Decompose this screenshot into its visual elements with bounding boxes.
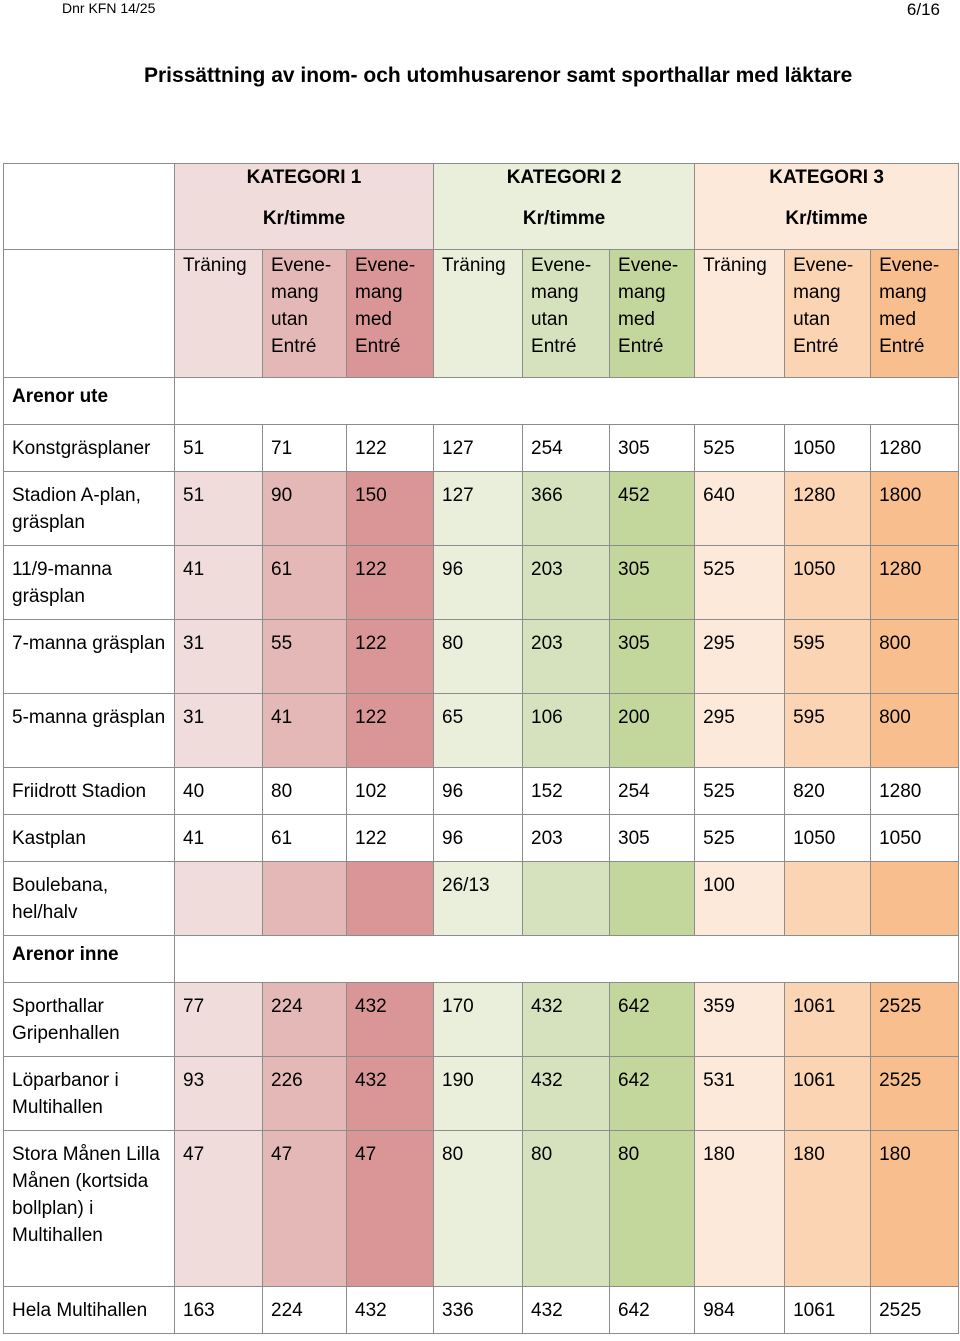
- price-cell: 224: [263, 1287, 347, 1334]
- price-cell: 432: [347, 1057, 434, 1131]
- price-cell: 595: [785, 694, 871, 768]
- price-cell: 51: [175, 472, 263, 546]
- price-cell: 224: [263, 983, 347, 1057]
- price-cell: 180: [785, 1131, 871, 1287]
- price-cell: [610, 862, 695, 936]
- row-label: Hela Multihallen: [4, 1287, 175, 1334]
- price-cell: 51: [175, 425, 263, 472]
- category-2-unit: Kr/timme: [522, 208, 606, 229]
- subheader-cat3-event-without-entry: Evene- mang utan Entré: [785, 250, 871, 378]
- table-row: [4, 862, 959, 936]
- price-cell: 203: [523, 815, 610, 862]
- price-cell: 2525: [871, 1287, 959, 1334]
- price-cell: 1050: [871, 815, 959, 862]
- price-cell: 1280: [871, 546, 959, 620]
- subheader-cat1-event-without-entry: Evene- mang utan Entré: [263, 250, 347, 378]
- row-label: 11/9-manna gräsplan: [4, 546, 175, 620]
- price-cell: 100: [695, 862, 785, 936]
- table-row: [4, 1287, 959, 1334]
- price-cell: 1280: [871, 768, 959, 815]
- subheader-corner-cell: [4, 250, 175, 378]
- price-cell: 180: [695, 1131, 785, 1287]
- price-cell: 80: [434, 620, 523, 694]
- price-cell: 65: [434, 694, 523, 768]
- section-arenor-ute: Arenor ute: [4, 378, 175, 425]
- table-row: [4, 694, 959, 768]
- price-cell: 640: [695, 472, 785, 546]
- price-cell: 305: [610, 425, 695, 472]
- category-2-name: KATEGORI 2: [506, 167, 622, 188]
- price-cell: 800: [871, 620, 959, 694]
- subheader-cat2-training: Träning: [434, 250, 523, 378]
- price-cell: 80: [263, 768, 347, 815]
- row-label: Stadion A-plan, gräsplan: [4, 472, 175, 546]
- table-row: [4, 815, 959, 862]
- price-cell: 432: [347, 983, 434, 1057]
- price-cell: [523, 862, 610, 936]
- price-cell: 1061: [785, 1057, 871, 1131]
- table-row: [4, 983, 959, 1057]
- price-cell: 525: [695, 815, 785, 862]
- page-number: 6/16: [906, 0, 940, 19]
- price-cell: 642: [610, 983, 695, 1057]
- subheader-cat3-training: Träning: [695, 250, 785, 378]
- subheader-cat2-event-without-entry: Evene- mang utan Entré: [523, 250, 610, 378]
- subheader-cat1-training: Träning: [175, 250, 263, 378]
- price-cell: 820: [785, 768, 871, 815]
- document-id: Dnr KFN 14/25: [62, 0, 156, 16]
- price-cell: 26/13: [434, 862, 523, 936]
- category-header-row: [4, 164, 959, 250]
- price-cell: 31: [175, 620, 263, 694]
- price-cell: 122: [347, 425, 434, 472]
- price-cell: 1050: [785, 546, 871, 620]
- section-arenor-inne-blank: [175, 936, 959, 983]
- section-arenor-ute-row: [4, 378, 959, 425]
- price-cell: 106: [523, 694, 610, 768]
- price-cell: 80: [610, 1131, 695, 1287]
- subheader-cat2-event-with-entry: Evene- mang med Entré: [610, 250, 695, 378]
- row-label: Sporthallar Gripenhallen: [4, 983, 175, 1057]
- table-row: [4, 546, 959, 620]
- price-cell: 305: [610, 546, 695, 620]
- price-cell: [871, 862, 959, 936]
- price-cell: 432: [523, 1057, 610, 1131]
- category-1-header: [175, 164, 434, 250]
- price-cell: 595: [785, 620, 871, 694]
- price-cell: 77: [175, 983, 263, 1057]
- price-cell: 190: [434, 1057, 523, 1131]
- price-cell: 40: [175, 768, 263, 815]
- price-cell: 122: [347, 694, 434, 768]
- price-cell: 127: [434, 472, 523, 546]
- section-arenor-inne: Arenor inne: [4, 936, 175, 983]
- price-cell: 203: [523, 620, 610, 694]
- price-cell: 1050: [785, 425, 871, 472]
- price-cell: 47: [263, 1131, 347, 1287]
- price-cell: 152: [523, 768, 610, 815]
- price-cell: 800: [871, 694, 959, 768]
- table-row: [4, 1057, 959, 1131]
- price-cell: 41: [263, 694, 347, 768]
- price-cell: 96: [434, 815, 523, 862]
- price-cell: 170: [434, 983, 523, 1057]
- table-row: [4, 472, 959, 546]
- price-cell: 71: [263, 425, 347, 472]
- section-arenor-ute-blank: [175, 378, 959, 425]
- row-label: Löparbanor i Multihallen: [4, 1057, 175, 1131]
- category-3-name: KATEGORI 3: [769, 167, 884, 188]
- price-cell: 102: [347, 768, 434, 815]
- price-cell: 1050: [785, 815, 871, 862]
- table-row: [4, 1131, 959, 1287]
- price-cell: 93: [175, 1057, 263, 1131]
- price-cell: 80: [434, 1131, 523, 1287]
- price-cell: 1061: [785, 1287, 871, 1334]
- price-cell: 432: [523, 983, 610, 1057]
- price-cell: [785, 862, 871, 936]
- row-label: 7-manna gräsplan: [4, 620, 175, 694]
- category-1-unit: Kr/timme: [262, 208, 346, 229]
- price-cell: 1800: [871, 472, 959, 546]
- category-2-header: [434, 164, 695, 250]
- price-cell: 80: [523, 1131, 610, 1287]
- price-cell: 254: [610, 768, 695, 815]
- category-3-unit: Kr/timme: [785, 208, 868, 229]
- price-cell: 122: [347, 546, 434, 620]
- price-cell: 150: [347, 472, 434, 546]
- section-arenor-inne-row: [4, 936, 959, 983]
- price-cell: 432: [523, 1287, 610, 1334]
- price-cell: 47: [175, 1131, 263, 1287]
- corner-cell: [4, 164, 175, 250]
- price-cell: 1280: [785, 472, 871, 546]
- price-cell: 90: [263, 472, 347, 546]
- page-title: Prissättning av inom- och utomhusarenor samt sporthallar med läktare: [144, 64, 853, 87]
- price-cell: 305: [610, 620, 695, 694]
- row-label: Friidrott Stadion: [4, 768, 175, 815]
- price-cell: 122: [347, 620, 434, 694]
- price-cell: 163: [175, 1287, 263, 1334]
- subheader-cat1-event-with-entry: Evene- mang med Entré: [347, 250, 434, 378]
- category-1-name: KATEGORI 1: [246, 167, 362, 188]
- price-cell: 1061: [785, 983, 871, 1057]
- price-cell: 47: [347, 1131, 434, 1287]
- price-cell: 531: [695, 1057, 785, 1131]
- row-label: Stora Månen Lilla Månen (kortsida bollplan) i Multihallen: [4, 1131, 175, 1287]
- price-cell: 642: [610, 1287, 695, 1334]
- price-cell: 96: [434, 546, 523, 620]
- table-row: [4, 425, 959, 472]
- price-cell: 525: [695, 425, 785, 472]
- price-cell: [175, 862, 263, 936]
- row-label: 5-manna gräsplan: [4, 694, 175, 768]
- price-cell: 1280: [871, 425, 959, 472]
- price-cell: 305: [610, 815, 695, 862]
- price-cell: 96: [434, 768, 523, 815]
- price-table-body: [4, 164, 959, 1334]
- price-table: [3, 163, 959, 1334]
- price-cell: [263, 862, 347, 936]
- price-cell: 180: [871, 1131, 959, 1287]
- price-cell: 525: [695, 546, 785, 620]
- price-cell: 295: [695, 620, 785, 694]
- table-row: [4, 768, 959, 815]
- price-cell: 31: [175, 694, 263, 768]
- price-cell: 41: [175, 815, 263, 862]
- row-label: Konstgräsplaner: [4, 425, 175, 472]
- price-cell: [347, 862, 434, 936]
- price-cell: 366: [523, 472, 610, 546]
- price-cell: 336: [434, 1287, 523, 1334]
- category-3-header: [695, 164, 959, 250]
- price-cell: 2525: [871, 983, 959, 1057]
- price-cell: 525: [695, 768, 785, 815]
- price-cell: 359: [695, 983, 785, 1057]
- price-cell: 203: [523, 546, 610, 620]
- price-cell: 122: [347, 815, 434, 862]
- row-label: Kastplan: [4, 815, 175, 862]
- price-cell: 55: [263, 620, 347, 694]
- price-cell: 452: [610, 472, 695, 546]
- price-cell: 432: [347, 1287, 434, 1334]
- row-label: Boulebana, hel/halv: [4, 862, 175, 936]
- price-cell: 200: [610, 694, 695, 768]
- price-cell: 61: [263, 815, 347, 862]
- price-cell: 226: [263, 1057, 347, 1131]
- subheader-row: [4, 250, 959, 378]
- price-cell: 127: [434, 425, 523, 472]
- table-row: [4, 620, 959, 694]
- subheader-cat3-event-with-entry: Evene- mang med Entré: [871, 250, 959, 378]
- price-cell: 254: [523, 425, 610, 472]
- price-cell: 2525: [871, 1057, 959, 1131]
- price-cell: 295: [695, 694, 785, 768]
- price-cell: 41: [175, 546, 263, 620]
- price-cell: 984: [695, 1287, 785, 1334]
- price-cell: 61: [263, 546, 347, 620]
- price-cell: 642: [610, 1057, 695, 1131]
